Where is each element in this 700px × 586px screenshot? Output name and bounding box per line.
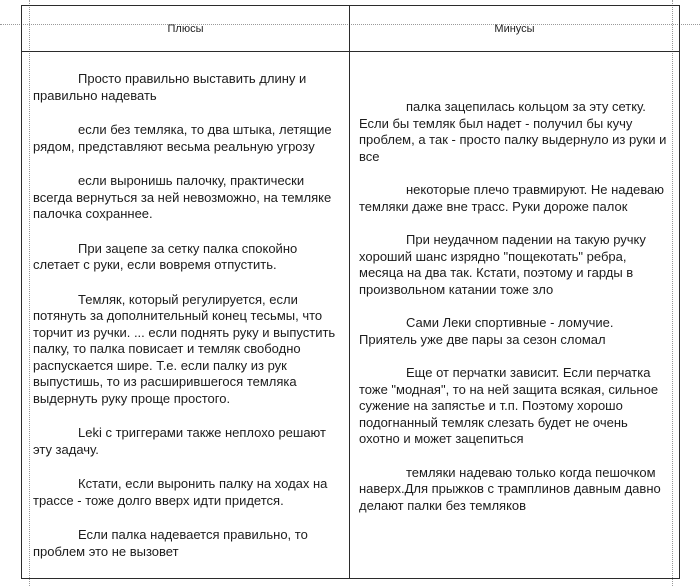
pros-paragraph: если выронишь палочку, практически всегда вернуться за ней невозможно, на темляке палочка сохраннее. — [33, 173, 332, 221]
header-pros: Плюсы — [22, 6, 350, 52]
pros-paragraph: Просто правильно выставить длину и правильно надевать — [33, 71, 307, 103]
cons-cell[interactable] — [350, 52, 680, 579]
cons-paragraph: При неудачном падении на такую ручку хороший шанс изрядно "пощекотать" ребра, месяца на два так. Кстати, поэтому и гарды в произвольном катании тоже зло — [359, 232, 646, 297]
cons-paragraph: некоторые плечо травмируют. Не надеваю темляки даже вне трасс. Руки дороже палок — [359, 182, 665, 214]
pros-paragraph: При зацепе за сетку палка спокойно слетает с руки, если вовремя отпустить. — [33, 240, 298, 272]
cons-list — [350, 52, 679, 514]
pros-paragraph: Кстати, если выронить палку на ходах на трассе - тоже долго вверх идти придется. — [33, 476, 328, 508]
pros-paragraph: Темляк, который регулируется, если потянуть за дополнительный конец тесьмы, что торчит из ручки. ... если поднять руку и выпустить палку, то палка повисает и темляк свободно распускается шире. Т.е. если палку из рук выпустишь, то из расширившегося темляка выдернуть руку проще простого. — [33, 291, 336, 406]
cons-paragraph: Сами Леки спортивные - ломучие. Приятель уже две пары за сезон сломал — [359, 315, 614, 347]
pros-cell[interactable] — [22, 52, 350, 579]
table-header-row — [22, 6, 680, 52]
pros-paragraph: Leki с триггерами также неплохо решают эту задачу. — [33, 425, 326, 457]
cons-paragraph: палка зацепилась кольцом за эту сетку. Если бы темляк был надет - получил бы кучу проблем, а так - просто палку выдернуло из руки и все — [359, 99, 667, 164]
table-body-row — [22, 52, 680, 579]
pros-list — [22, 52, 349, 560]
cons-paragraph: Еще от перчатки зависит. Если перчатка тоже "модная", то на ней защита всякая, сильное сужение на запястье и т.п. Поэтому хорошо подогнанный темляк слезать будет не очень охотно и может зацепиться — [359, 365, 659, 446]
header-cons: Минусы — [350, 6, 680, 52]
pros-paragraph: Если палка надевается правильно, то проблем это не вызовет — [33, 527, 308, 559]
pros-paragraph: если без темляка, то два штыка, летящие рядом, представляют весьма реальную угрозу — [33, 122, 332, 154]
cons-paragraph: темляки надеваю только когда пешочком наверх.Для прыжков с трамплинов давным давно делают палки без темляков — [359, 464, 661, 513]
pros-cons-table — [21, 5, 680, 579]
